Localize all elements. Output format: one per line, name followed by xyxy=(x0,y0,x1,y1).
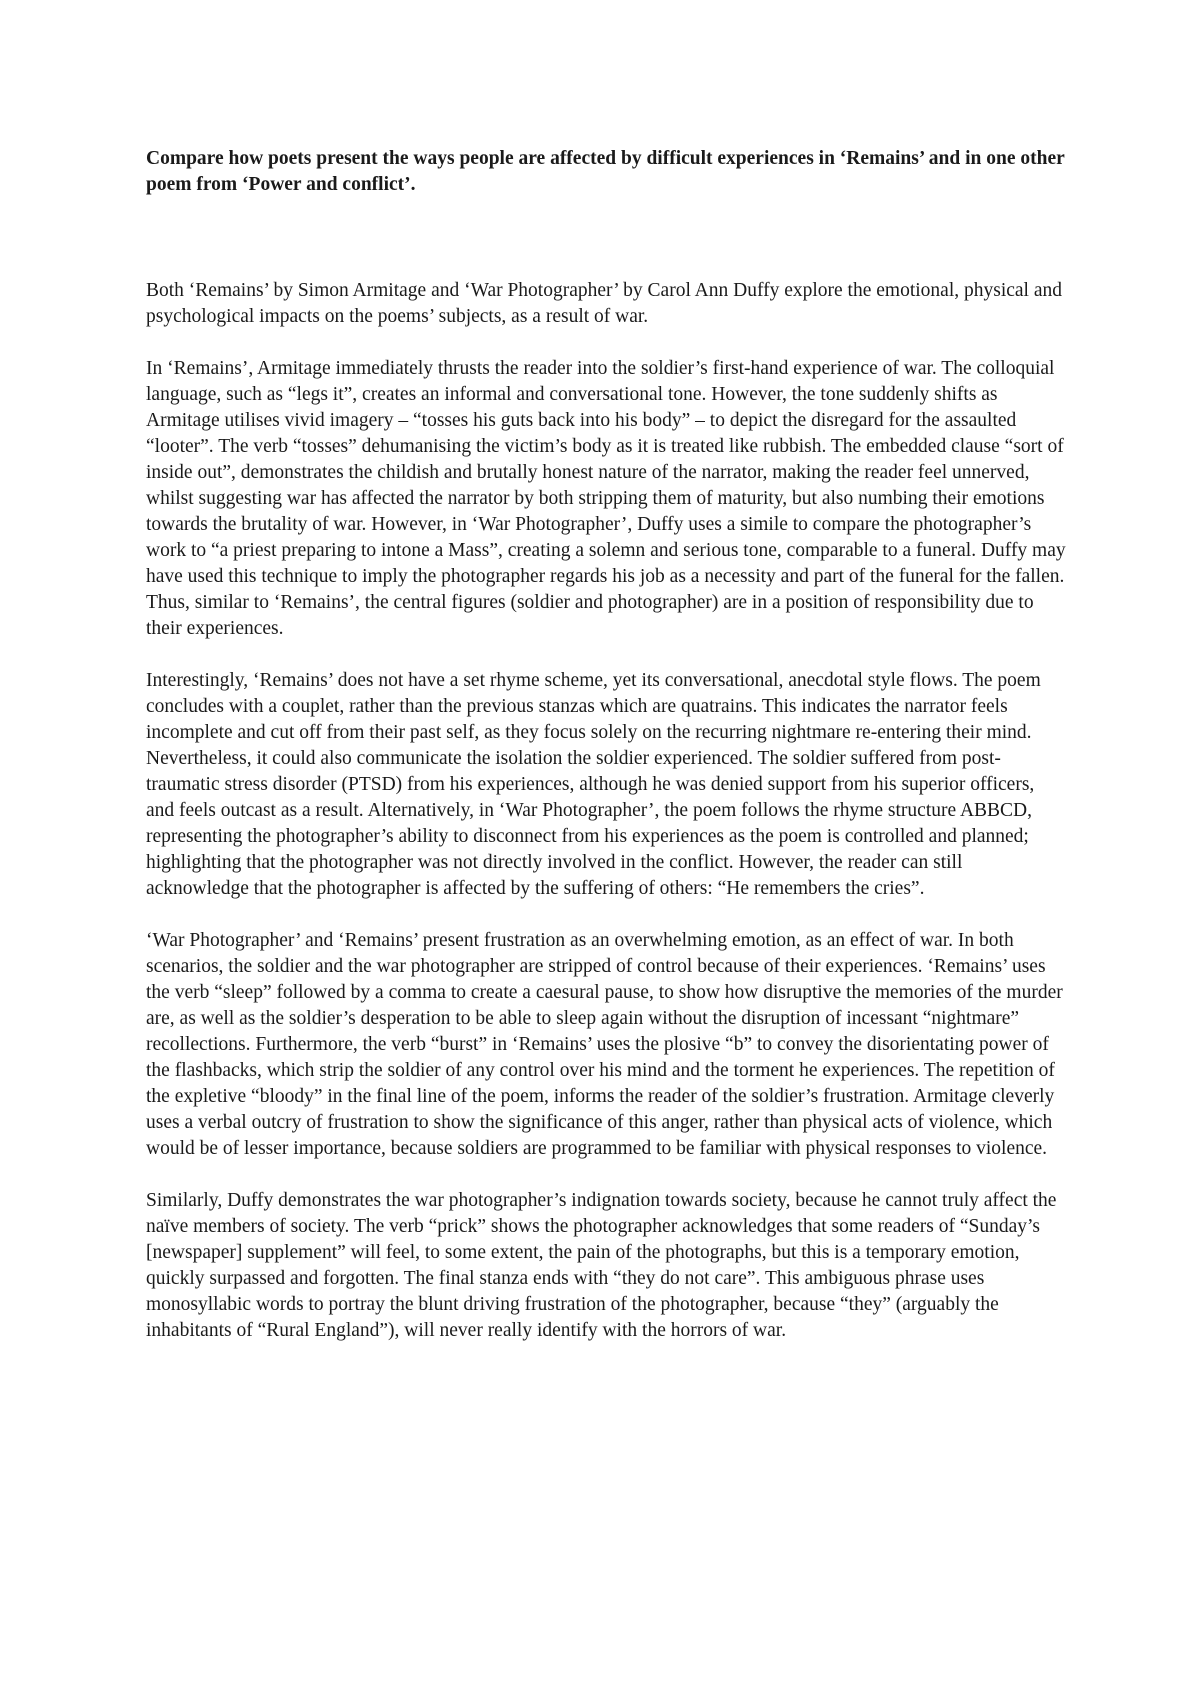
paragraph-frustration: ‘War Photographer’ and ‘Remains’ present frustration as an overwhelming emotion, as an effect of war. In both scenarios, the soldier and the war photographer are stripped of control because of their experiences. ‘Remains’ uses the verb “sleep” followed by a comma to create a caesural pause, to show how disruptive the memories of the murder are, as well as the soldier’s desperation to be able to sleep again without the disruption of incessant “nightmare” recollections. Furthermore, the verb “burst” in ‘Remains’ uses the plosive “b” to convey the disorientating power of the flashbacks, which strip the soldier of any control over his mind and the torment he experiences. The repetition of the expletive “bloody” in the final line of the poem, informs the reader of the soldier’s frustration. Armitage cleverly uses a verbal outcry of frustration to show the significance of this anger, rather than physical acts of violence, which would be of lesser importance, because soldiers are programmed to be familiar with physical responses to violence. xyxy=(146,930,1063,1159)
document-body xyxy=(146,146,1066,1370)
paragraph-remains-imagery: In ‘Remains’, Armitage immediately thrusts the reader into the soldier’s first-hand experience of war. The colloquial language, such as “legs it”, creates an informal and conversational tone. However, the tone suddenly shifts as Armitage utilises vivid imagery – “tosses his guts back into his body” – to depict the disregard for the assaulted “looter”. The verb “tosses” dehumanising the victim’s body as it is treated like rubbish. The embedded clause “sort of inside out”, demonstrates the childish and brutally honest nature of the narrator, making the reader feel unnerved, whilst suggesting war has affected the narrator by both stripping them of maturity, but also numbing their emotions towards the brutality of war. However, in ‘War Photographer’, Duffy uses a simile to compare the photographer’s work to “a priest preparing to intone a Mass”, creating a solemn and serious tone, comparable to a funeral. Duffy may have used this technique to imply the photographer regards his job as a necessity and part of the funeral for the fallen. Thus, similar to ‘Remains’, the central figures (soldier and photographer) are in a position of responsibility due to their experiences. xyxy=(146,358,1066,639)
paragraph-structure: Interestingly, ‘Remains’ does not have a set rhyme scheme, yet its conversational, anecdotal style flows. The poem concludes with a couplet, rather than the previous stanzas which are quatrains. This indicates the narrator feels incomplete and cut off from their past self, as they focus solely on the recurring nightmare re-entering their mind. Nevertheless, it could also communicate the isolation the soldier experienced. The soldier suffered from post-traumatic stress disorder (PTSD) from his experiences, although he was denied support from his superior officers, and feels outcast as a result. Alternatively, in ‘War Photographer’, the poem follows the rhyme structure ABBCD, representing the photographer’s ability to disconnect from his experiences as the poem is controlled and planned; highlighting that the photographer was not directly involved in the conflict. However, the reader can still acknowledge that the photographer is affected by the suffering of others: “He remembers the cries”. xyxy=(146,670,1041,899)
paragraph-introduction: Both ‘Remains’ by Simon Armitage and ‘War Photographer’ by Carol Ann Duffy explore the emotional, physical and psychological impacts on the poems’ subjects, as a result of war. xyxy=(146,280,1063,327)
essay-question: Compare how poets present the ways people are affected by difficult experiences in ‘Remains’ and in one other poem from ‘Power and conflict’. xyxy=(146,148,1065,195)
paragraph-duffy-indignation: Similarly, Duffy demonstrates the war photographer’s indignation towards society, because he cannot truly affect the naïve members of society. The verb “prick” shows the photographer acknowledges that some readers of “Sunday’s [newspaper] supplement” will feel, to some extent, the pain of the photographs, but this is a temporary emotion, quickly surpassed and forgotten. The final stanza ends with “they do not care”. This ambiguous phrase uses monosyllabic words to portray the blunt driving frustration of the photographer, because “they” (arguably the inhabitants of “Rural England”), will never really identify with the horrors of war. xyxy=(146,1190,1057,1341)
